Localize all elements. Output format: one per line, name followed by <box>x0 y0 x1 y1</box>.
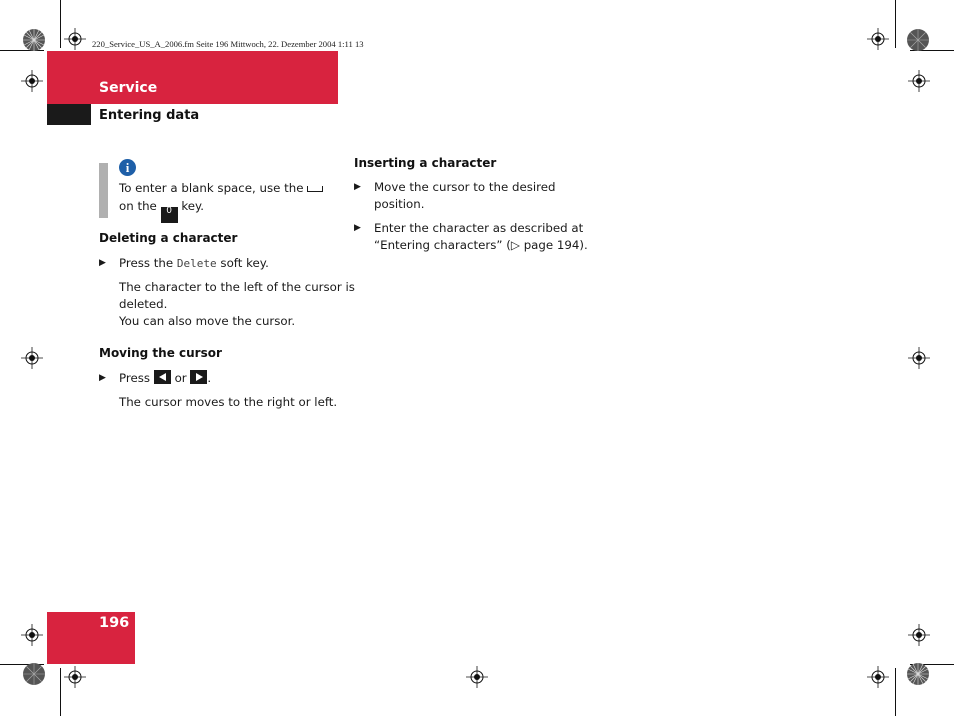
registration-crosshair-icon <box>21 624 43 646</box>
registration-crosshair-icon <box>908 347 930 369</box>
crop-line <box>895 0 896 48</box>
bullet-icon: ▶ <box>99 258 106 268</box>
bullet-icon: ▶ <box>99 373 106 383</box>
step-text: position. <box>374 197 425 211</box>
section-title: Service <box>99 80 158 96</box>
step-text: or <box>174 371 187 385</box>
heading-deleting: Deleting a character <box>99 231 238 245</box>
heading-inserting: Inserting a character <box>354 156 497 170</box>
registration-starburst-icon <box>906 662 930 686</box>
registration-crosshair-icon <box>21 347 43 369</box>
step-delete <box>119 255 269 272</box>
step-text: Enter the character as described at <box>374 221 584 235</box>
left-arrow-key-icon <box>154 370 171 384</box>
note-bar <box>99 163 108 218</box>
registration-crosshair-icon <box>867 666 889 688</box>
note-line-1 <box>119 180 323 197</box>
result-text: You can also move the cursor. <box>119 314 296 328</box>
crop-line <box>60 0 61 48</box>
result-text: The character to the left of the cursor is <box>119 280 355 294</box>
section-header-band <box>47 51 338 104</box>
bullet-icon: ▶ <box>354 182 361 192</box>
space-key-icon <box>307 186 323 192</box>
note-text: To enter a blank space, use the <box>119 181 304 195</box>
bullet-icon: ▶ <box>354 223 361 233</box>
step-text: Press <box>119 371 151 385</box>
page-reference-link[interactable]: “Entering characters” (▷ page 194). <box>374 238 588 252</box>
registration-crosshair-icon <box>867 28 889 50</box>
page-number: 196 <box>99 615 130 631</box>
section-tab-marker <box>47 104 91 125</box>
crop-line <box>895 668 896 716</box>
registration-crosshair-icon <box>908 70 930 92</box>
zero-key-icon: 0 <box>161 207 178 223</box>
result-text: The cursor moves to the right or left. <box>119 395 338 409</box>
softkey-delete: Delete <box>176 257 217 270</box>
step-text: Press the <box>119 256 174 270</box>
subsection-title: Entering data <box>99 108 200 123</box>
step-text: soft key. <box>220 256 269 270</box>
registration-starburst-icon <box>906 28 930 52</box>
registration-crosshair-icon <box>64 28 86 50</box>
step-move <box>119 370 211 387</box>
note-text: key. <box>181 199 205 213</box>
heading-moving: Moving the cursor <box>99 346 222 360</box>
registration-starburst-icon <box>22 28 46 52</box>
registration-crosshair-icon <box>21 70 43 92</box>
step-text: Move the cursor to the desired <box>374 180 556 194</box>
result-text: deleted. <box>119 297 168 311</box>
note-line-2 <box>119 198 204 223</box>
registration-crosshair-icon <box>466 666 488 688</box>
info-icon: i <box>119 159 136 176</box>
registration-crosshair-icon <box>908 624 930 646</box>
registration-starburst-icon <box>22 662 46 686</box>
crop-line <box>60 668 61 716</box>
print-header: 220_Service_US_A_2006.fm Seite 196 Mittwoch, 22. Dezember 2004 1:11 13 <box>92 39 364 49</box>
right-arrow-key-icon <box>190 370 207 384</box>
note-text: on the <box>119 199 157 213</box>
registration-crosshair-icon <box>64 666 86 688</box>
step-text: . <box>207 371 212 385</box>
